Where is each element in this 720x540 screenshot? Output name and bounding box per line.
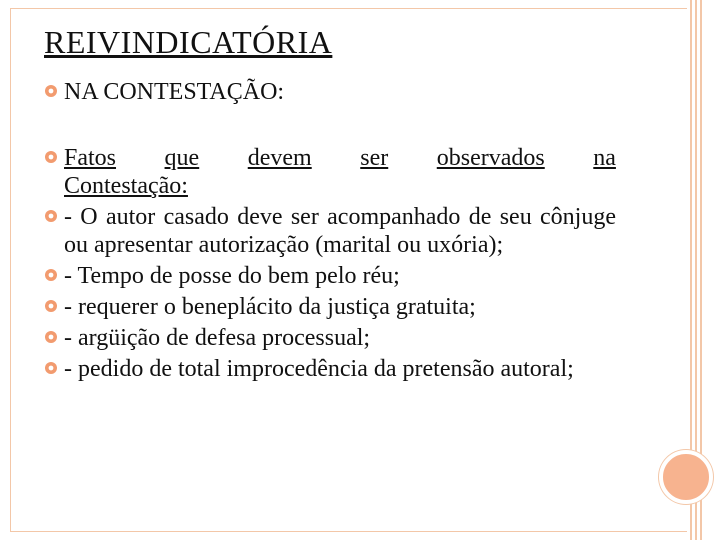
bullet-icon [44,361,58,375]
bullet-icon [44,268,58,282]
bullet-icon [44,299,58,313]
facts-heading-line [64,144,616,172]
subtitle-text: NA CONTESTAÇÃO: [64,79,285,105]
bullet-icon [44,330,58,344]
subtitle-item [44,78,616,106]
heading-word: devem [247,145,312,171]
bullet-icon [44,150,58,164]
list-item-text: - O autor casado deve ser acompanhado de seu cônjuge ou apresentar autorização (marital ou uxória); [64,204,616,258]
list-item-text: - Tempo de posse do bem pelo réu; [64,263,400,289]
heading-word: Fatos [64,145,117,171]
heading-word: que [164,145,200,171]
heading-word: observados [436,145,545,171]
list-item [44,203,616,259]
list-item [44,293,616,321]
facts-heading-continuation: Contestação: [64,173,188,199]
list-item [44,262,616,290]
content-list [44,144,616,386]
decorative-rail [686,0,720,540]
list-item-text: - pedido de total improcedência da pretensão autoral; [64,356,574,382]
list-item [44,355,616,383]
bullet-icon [44,84,58,98]
list-item-text: - requerer o beneplácito da justiça gratuita; [64,294,476,320]
heading-word: ser [360,145,389,171]
subtitle-list [44,78,616,106]
decorative-circle [659,450,713,504]
facts-heading-item [44,144,616,200]
list-item [44,324,616,352]
heading-word: na [593,145,616,171]
bullet-icon [44,209,58,223]
slide-title: REIVINDICATÓRIA [44,24,333,60]
list-item-text: - argüição de defesa processual; [64,325,371,351]
